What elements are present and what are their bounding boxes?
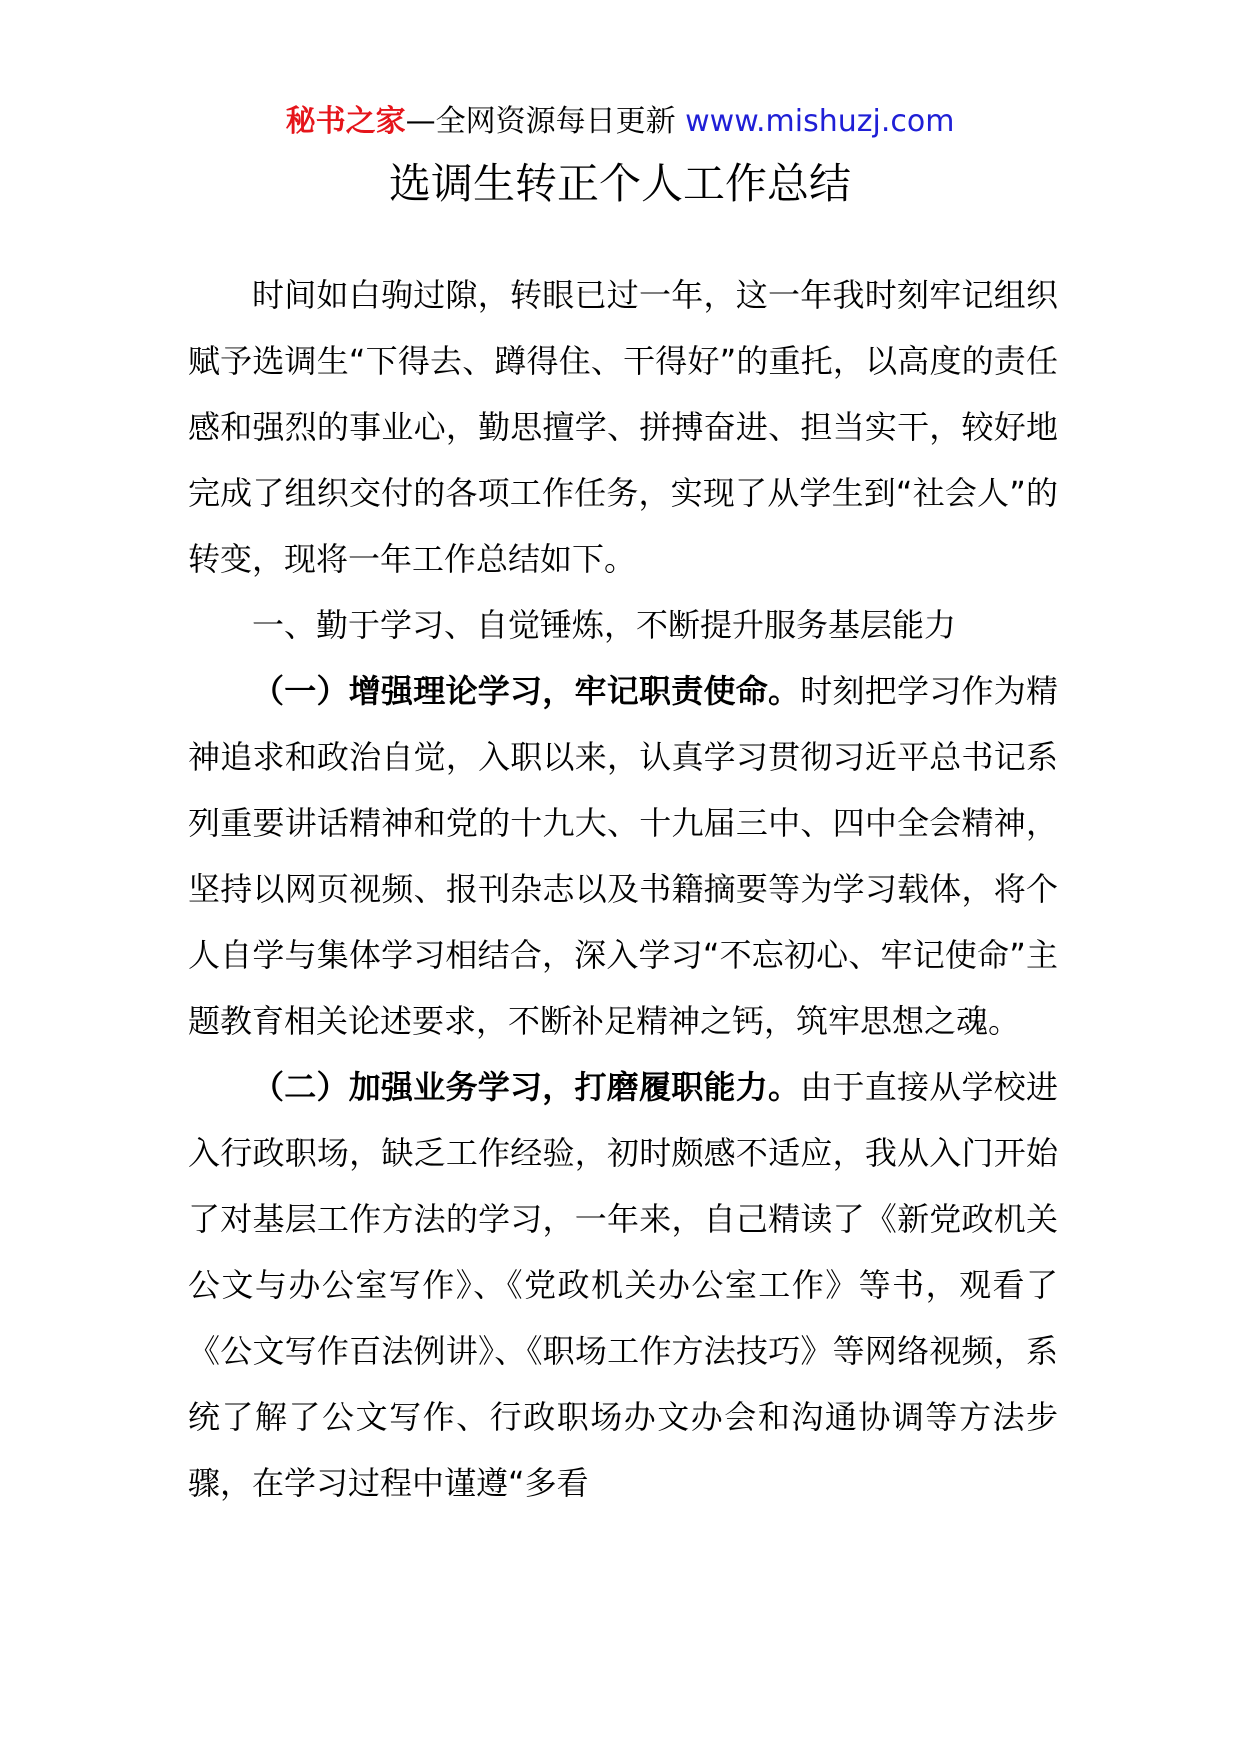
- intro-paragraph: 时间如白驹过隙，转眼已过一年，这一年我时刻牢记组织赋予选调生“下得去、蹲得住、干得好”的重托，以高度的责任感和强烈的事业心，勤思擅学、拼搏奋进、担当实干，较好地完成了组织交付的各项工作任务，实现了从学生到“社会人”的转变，现将一年工作总结如下。: [188, 276, 1058, 578]
- site-header: [0, 100, 1240, 144]
- brand-name: 秘书之家: [285, 104, 406, 139]
- section-heading-1: 一、勤于学习、自觉锤炼，不断提升服务基层能力: [252, 606, 957, 644]
- site-url-link[interactable]: www.mishuzj.com: [685, 104, 955, 139]
- document-title: 选调生转正个人工作总结: [388, 159, 851, 208]
- subsection-paragraph-2: [188, 1054, 1058, 1516]
- subsection-paragraph-1: [188, 658, 1058, 1054]
- header-slogan: —全网资源每日更新: [405, 104, 676, 139]
- subsection-text-1: 时刻把学习作为精神追求和政治自觉，入职以来，认真学习贯彻习近平总书记系列重要讲话精神和党的十九大、十九届三中、四中全会精神，坚持以网页视频、报刊杂志以及书籍摘要等为学习载体，将个人自学与集体学习相结合，深入学习“不忘初心、牢记使命”主题教育相关论述要求，不断补足精神之钙，筑牢思想之魂。: [188, 672, 1058, 1040]
- subsection-heading-2: （二）加强业务学习，打磨履职能力。: [252, 1068, 801, 1106]
- subsection-heading-1: （一）增强理论学习，牢记职责使命。: [252, 672, 801, 710]
- subsection-text-2: 由于直接从学校进入行政职场，缺乏工作经验，初时颇感不适应，我从入门开始了对基层工作方法的学习，一年来，自己精读了《新党政机关公文与办公室写作》、《党政机关办公室工作》等书，观看了《公文写作百法例讲》、《职场工作方法技巧》等网络视频，系统了解了公文写作、行政职场办文办会和沟通协调等方法步骤，在学习过程中谨遵“多看: [188, 1068, 1058, 1502]
- document-body: [188, 262, 1058, 1516]
